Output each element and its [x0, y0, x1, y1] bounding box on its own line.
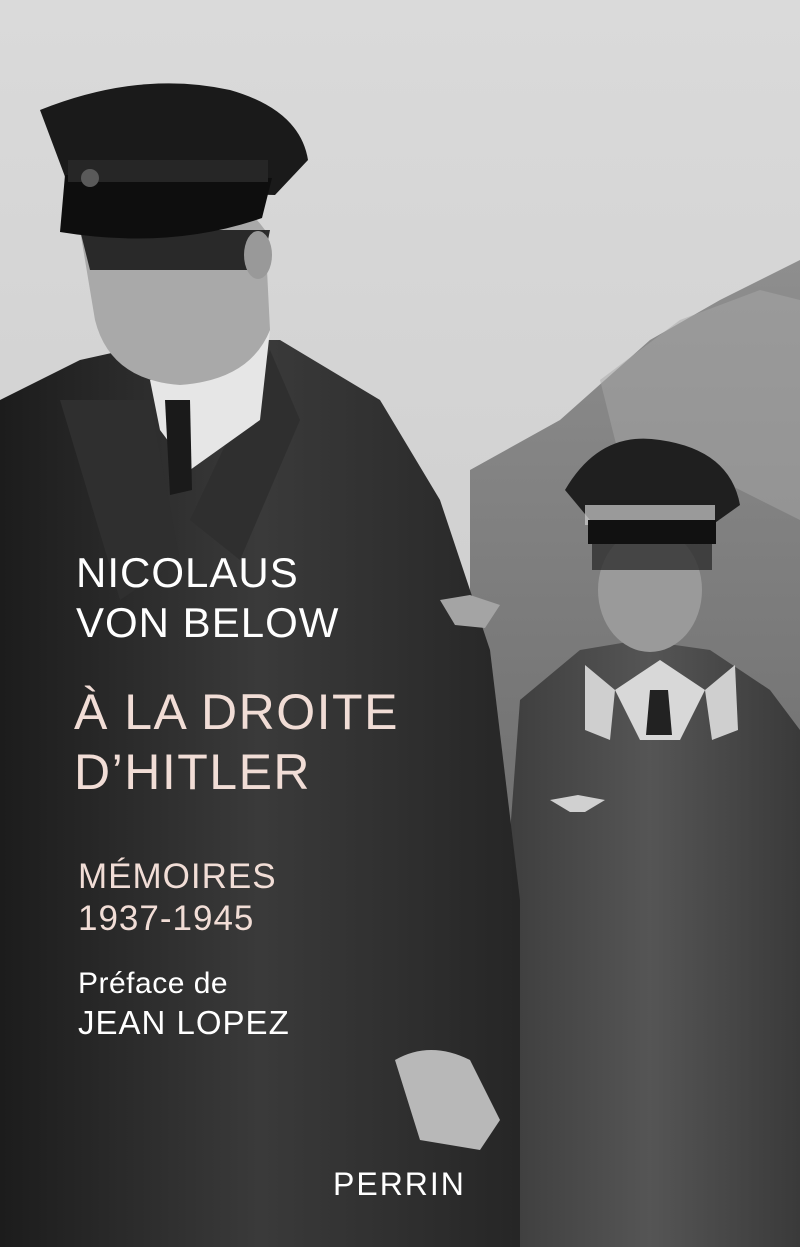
- preface-author: JEAN LOPEZ: [78, 1004, 290, 1041]
- author-line-1: NICOLAUS: [76, 549, 299, 596]
- book-subtitle: [78, 856, 277, 940]
- preface-label: Préface de: [78, 967, 229, 1000]
- title-line-2: D’HITLER: [74, 744, 312, 800]
- subtitle-line-1: MÉMOIRES: [78, 857, 277, 896]
- author-name: [76, 548, 339, 648]
- book-title: [74, 682, 399, 802]
- author-line-2: VON BELOW: [76, 599, 340, 646]
- title-line-1: À LA DROITE: [74, 684, 399, 740]
- subtitle-line-2: 1937-1945: [78, 899, 255, 938]
- publisher-name: PERRIN: [333, 1166, 466, 1202]
